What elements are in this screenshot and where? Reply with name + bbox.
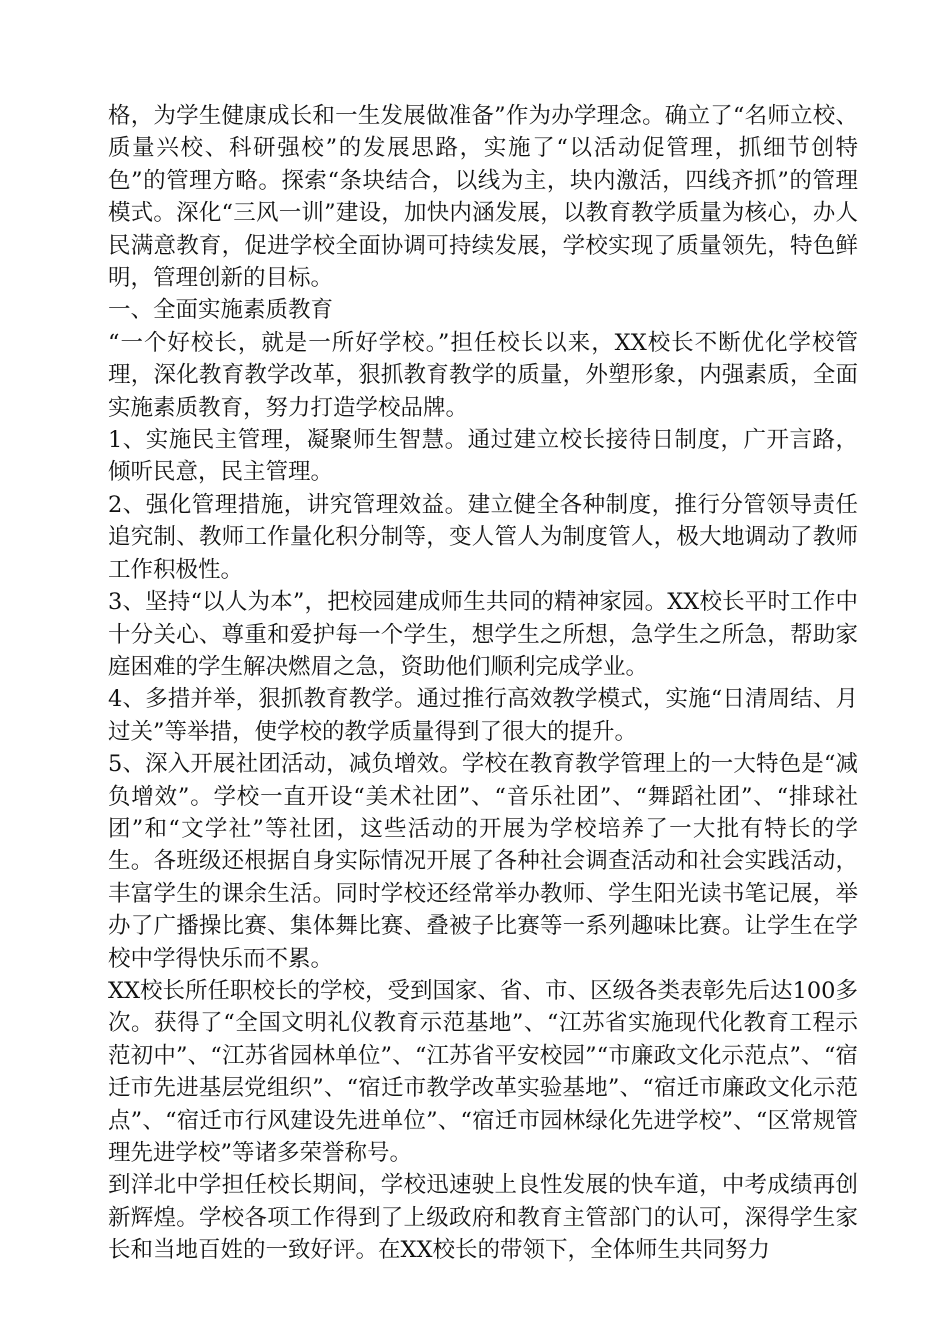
list-item-teaching-focus: 4、多措并举，狠抓教育教学。通过推行高效教学模式，实施“日清周结、月过关”等举措，使学校的教学质量得到了很大的提升。: [108, 686, 858, 745]
list-item-management-measures: 2、强化管理措施，讲究管理效益。建立健全各种制度，推行分管领导责任追究制、教师工作量化积分制等，变人管人为制度管人，极大地调动了教师工作积极性。: [108, 491, 858, 583]
paragraph-good-principal: “一个好校长，就是一所好学校。”担任校长以来，XX校长不断优化学校管理，深化教育教学改革，狠抓教育教学的质量，外塑形象，内强素质，全面实施素质教育，努力打造学校品牌。: [108, 329, 858, 421]
list-item-democratic-management: 1、实施民主管理，凝聚师生智慧。通过建立校长接待日制度，广开言路，倾听民意，民主管理。: [108, 427, 858, 486]
list-item-club-activities: 5、深入开展社团活动，减负增效。学校在教育教学管理上的一大特色是“减负增效”。学校一直开设“美术社团”、“音乐社团”、“舞蹈社团”、“排球社团”和“文学社”等社团，这些活动的开展为学校培养了一大批有特长的学生。各班级还根据自身实际情况开展了各种社会调查活动和社会实践活动，丰富学生的课余生活。同时学校还经常举办教师、学生阳光读书笔记展，举办了广播操比赛、集体舞比赛、叠被子比赛等一系列趣味比赛。让学生在学校中学得快乐而不累。: [108, 751, 858, 972]
section-heading-quality-education: 一、全面实施素质教育: [108, 297, 334, 324]
paragraph-mission-statement: 格，为学生健康成长和一生发展做准备”作为办学理念。确立了“名师立校、质量兴校、科研强校”的发展思路，实施了“以活动促管理，抓细节创特色”的管理方略。探索“条块结合，以线为主，块内激活，四线齐抓”的管理模式。深化“三风一训”建设，加快内涵发展，以教育教学质量为核心，办人民满意教育，促进学校全面协调可持续发展，学校实现了质量领先，特色鲜明，管理创新的目标。: [108, 103, 858, 292]
list-item-people-oriented: 3、坚持“以人为本”，把校园建成师生共同的精神家园。XX校长平时工作中十分关心、尊重和爱护每一个学生，想学生之所想，急学生之所急，帮助家庭困难的学生解决燃眉之急，资助他们顺利完成学业。: [108, 589, 858, 680]
paragraph-honors: XX校长所任职校长的学校，受到国家、省、市、区级各类表彰先后达100多次。获得了“全国文明礼仪教育示范基地”、“江苏省实施现代化教育工程示范初中”、“江苏省园林单位”、“江苏省平安校园”“市廉政文化示范点”、“宿迁市先进基层党组织”、“宿迁市教学改革实验基地”、“宿迁市廉政文化示范点”、“宿迁市行风建设先进单位”、“宿迁市园林绿化先进学校”、“区常规管理先进学校”等诸多荣誉称号。: [108, 977, 858, 1166]
paragraph-yangbei-middle-school: 到洋北中学担任校长期间，学校迅速驶上良性发展的快车道，中考成绩再创新辉煌。学校各项工作得到了上级政府和教育主管部门的认可，深得学生家长和当地百姓的一致好评。在XX校长的带领下，全体师生共同努力: [108, 1172, 858, 1264]
